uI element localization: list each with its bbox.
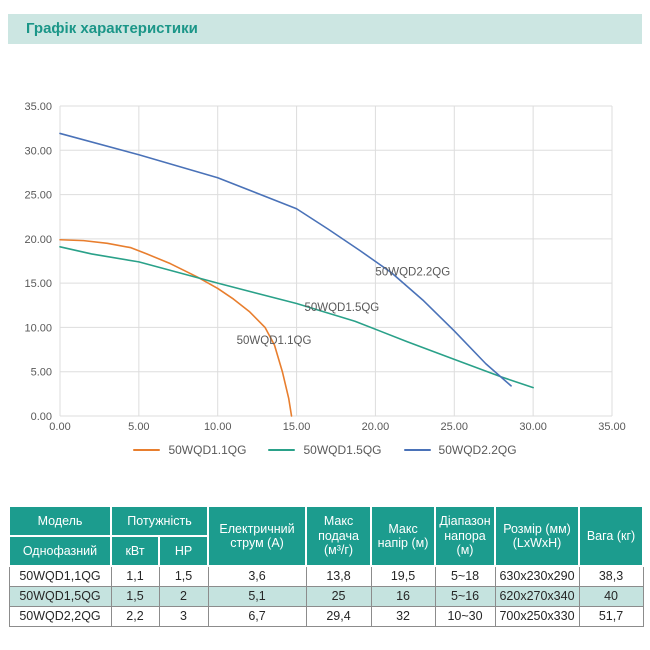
header-head-range: Діапазон напора (м) — [435, 506, 495, 566]
x-axis-tick: 10.00 — [203, 421, 232, 433]
y-axis-tick: 15.00 — [24, 278, 52, 291]
spec-table — [8, 505, 644, 627]
header-max-head: Макс напір (м) — [371, 506, 435, 566]
legend-label: 50WQD1.1QG — [168, 443, 247, 457]
cell-kw: 2,2 — [111, 606, 159, 626]
cell-hp: 1,5 — [159, 566, 208, 586]
cell-model: 50WQD1,1QG — [9, 566, 111, 586]
legend-line-swatch — [133, 449, 160, 452]
cell-range: 5~18 — [435, 566, 495, 586]
table-row — [9, 586, 643, 606]
curve-label: 50WQD1.1QG — [236, 334, 312, 347]
cell-kw: 1,5 — [111, 586, 159, 606]
cell-weight: 51,7 — [579, 606, 643, 626]
y-axis-tick: 5.00 — [30, 366, 52, 379]
legend-label: 50WQD2.2QG — [438, 443, 517, 457]
cell-flow: 13,8 — [306, 566, 371, 586]
x-axis-tick: 20.00 — [361, 421, 390, 433]
cell-current: 3,6 — [208, 566, 306, 586]
header-size: Розмір (мм) (LxWxH) — [495, 506, 579, 566]
legend-item — [404, 443, 517, 457]
characteristics-chart — [0, 60, 650, 440]
y-axis-tick: 20.00 — [24, 233, 52, 246]
x-axis-tick: 35.00 — [598, 421, 626, 433]
cell-hp: 2 — [159, 586, 208, 606]
x-axis-tick: 15.00 — [282, 421, 311, 433]
header-current: Електричний струм (А) — [208, 506, 306, 566]
page-title-bar — [8, 14, 642, 44]
cell-weight: 38,3 — [579, 566, 643, 586]
spec-table-body — [9, 566, 643, 626]
table-row — [9, 606, 643, 626]
cell-head: 32 — [371, 606, 435, 626]
header-power-hp: HP — [159, 536, 208, 566]
y-axis-tick: 35.00 — [24, 101, 52, 113]
cell-range: 10~30 — [435, 606, 495, 626]
cell-size: 700x250x330 — [495, 606, 579, 626]
cell-flow: 29,4 — [306, 606, 371, 626]
legend-item — [133, 443, 246, 457]
legend-line-swatch — [268, 449, 295, 452]
spec-table-header — [9, 506, 643, 566]
header-power: Потужність — [111, 506, 208, 536]
curve-label: 50WQD1.5QG — [304, 302, 380, 315]
x-axis-tick: 0.00 — [49, 421, 71, 433]
header-weight: Вага (кг) — [579, 506, 643, 566]
cell-model: 50WQD2,2QG — [9, 606, 111, 626]
chart-legend — [0, 443, 650, 457]
y-axis-tick: 25.00 — [24, 189, 52, 202]
x-axis-tick: 25.00 — [440, 421, 469, 433]
cell-range: 5~16 — [435, 586, 495, 606]
cell-head: 19,5 — [371, 566, 435, 586]
table-row — [9, 566, 643, 586]
cell-size: 630x230x290 — [495, 566, 579, 586]
legend-line-swatch — [404, 449, 431, 452]
cell-size: 620x270x340 — [495, 586, 579, 606]
cell-flow: 25 — [306, 586, 371, 606]
cell-hp: 3 — [159, 606, 208, 626]
y-axis-tick: 30.00 — [24, 145, 52, 158]
cell-current: 5,1 — [208, 586, 306, 606]
cell-weight: 40 — [579, 586, 643, 606]
cell-current: 6,7 — [208, 606, 306, 626]
page-title: Графік характеристики — [26, 20, 198, 37]
header-model-phase: Однофазний — [9, 536, 111, 566]
header-max-flow: Макс подача (м³/г) — [306, 506, 371, 566]
cell-model: 50WQD1,5QG — [9, 586, 111, 606]
legend-label: 50WQD1.5QG — [303, 443, 382, 457]
header-power-kw: кВт — [111, 536, 159, 566]
curve-label: 50WQD2.2QG — [375, 266, 451, 279]
x-axis-tick: 30.00 — [519, 421, 547, 433]
legend-item — [268, 443, 381, 457]
y-axis-tick: 10.00 — [24, 322, 52, 335]
y-axis-tick: 0.00 — [30, 411, 52, 423]
x-axis-tick: 5.00 — [128, 421, 150, 433]
cell-kw: 1,1 — [111, 566, 159, 586]
cell-head: 16 — [371, 586, 435, 606]
header-model: Модель — [9, 506, 111, 536]
